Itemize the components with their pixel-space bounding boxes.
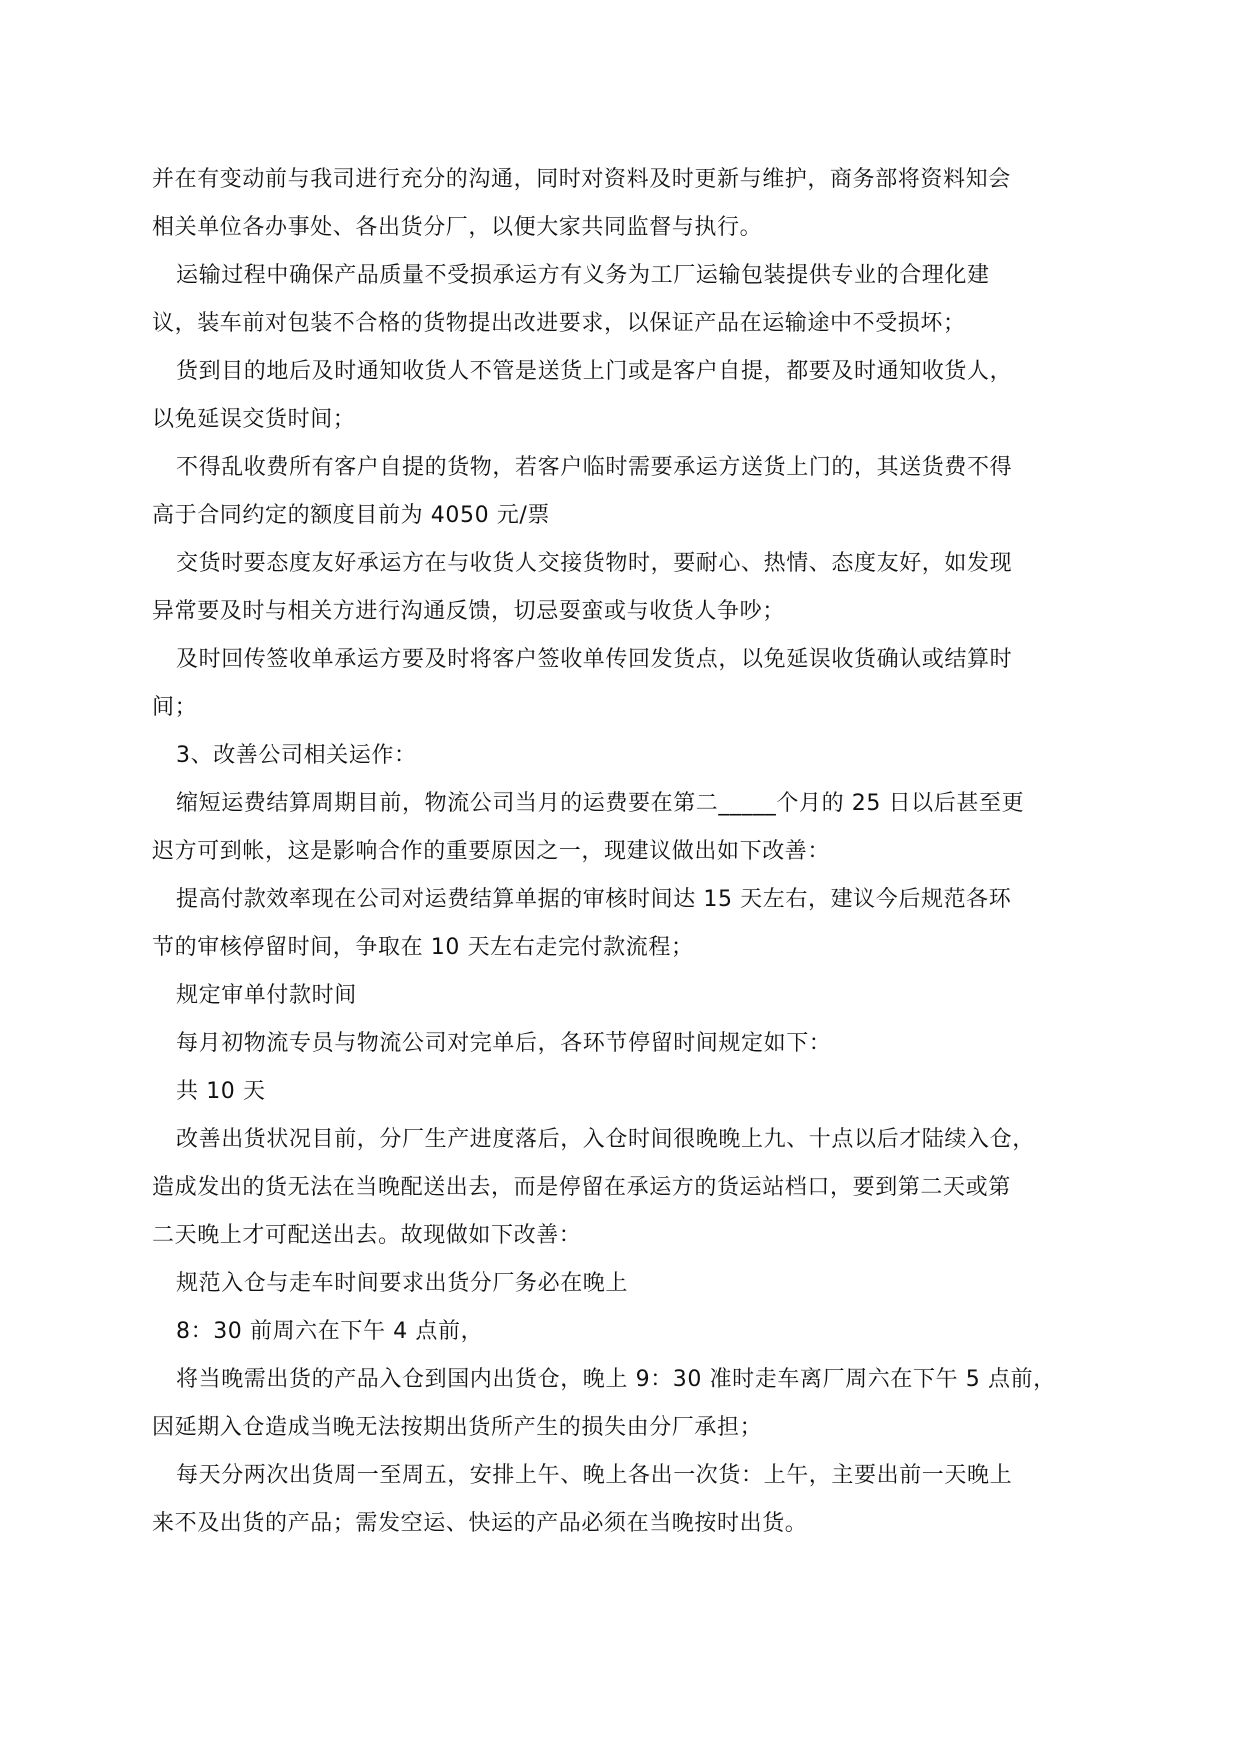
paragraph-start: 不得乱收费所有客户自提的货物，若客户临时需要承运方送货上门的，其送货费不得 (176, 455, 1013, 480)
paragraph-start: 每月初物流专员与物流公司对完单后，各环节停留时间规定如下： (176, 1031, 832, 1056)
text-line: 并在有变动前与我司进行充分的沟通，同时对资料及时更新与维护，商务部将资料知会 (152, 167, 1011, 192)
section-heading: 3、改善公司相关运作： (176, 743, 417, 768)
paragraph-start: 提高付款效率现在公司对运费结算单据的审核时间达 15 天左右，建议今后规范各环 (176, 887, 1012, 912)
document-body (152, 156, 1094, 1548)
text-line: 相关单位各办事处、各出货分厂，以便大家共同监督与执行。 (152, 215, 763, 240)
text-line: 异常要及时与相关方进行沟通反馈，切忌耍蛮或与收货人争吵； (152, 599, 785, 624)
paragraph-start: 货到目的地后及时通知收货人不管是送货上门或是客户自提，都要及时通知收货人， (176, 359, 1013, 384)
text-line: 造成发出的货无法在当晚配送出去，而是停留在承运方的货运站档口，要到第二天或第 (152, 1175, 1011, 1200)
paragraph-start: 规定审单付款时间 (176, 983, 357, 1008)
text-line: 以免延误交货时间； (152, 407, 356, 432)
paragraph-start: 交货时要态度友好承运方在与收货人交接货物时，要耐心、热情、态度友好，如发现 (176, 551, 1013, 576)
text-line: 间； (152, 695, 198, 720)
paragraph-start: 8：30 前周六在下午 4 点前， (176, 1319, 484, 1344)
text-line: 来不及出货的产品；需发空运、快运的产品必须在当晚按时出货。 (152, 1511, 808, 1536)
text-line: 议，装车前对包装不合格的货物提出改进要求，以保证产品在运输途中不受损坏； (152, 311, 966, 336)
text-line: 二天晚上才可配送出去。故现做如下改善： (152, 1223, 582, 1248)
paragraph-start: 缩短运费结算周期目前，物流公司当月的运费要在第二_____个月的 25 日以后甚至更 (176, 791, 1025, 816)
text-line: 因延期入仓造成当晚无法按期出货所产生的损失由分厂承担； (152, 1415, 763, 1440)
paragraph-start: 共 10 天 (176, 1079, 266, 1104)
paragraph-start: 规范入仓与走车时间要求出货分厂务必在晚上 (176, 1271, 629, 1296)
text-line: 节的审核停留时间，争取在 10 天左右走完付款流程； (152, 935, 694, 960)
text-line: 迟方可到帐，这是影响合作的重要原因之一，现建议做出如下改善： (152, 839, 831, 864)
text-line: 高于合同约定的额度目前为 4050 元/票 (152, 503, 550, 528)
paragraph-start: 运输过程中确保产品质量不受损承运方有义务为工厂运输包装提供专业的合理化建 (176, 263, 990, 288)
paragraph-start: 及时回传签收单承运方要及时将客户签收单传回发货点，以免延误收货确认或结算时 (176, 647, 1013, 672)
paragraph-start: 每天分两次出货周一至周五，安排上午、晚上各出一次货：上午，主要出前一天晚上 (176, 1463, 1013, 1488)
paragraph-start: 将当晚需出货的产品入仓到国内出货仓，晚上 9：30 准时走车离厂周六在下午 5 点前， (176, 1367, 1056, 1392)
paragraph-start: 改善出货状况目前，分厂生产进度落后，入仓时间很晚晚上九、十点以后才陆续入仓， (176, 1127, 1035, 1152)
